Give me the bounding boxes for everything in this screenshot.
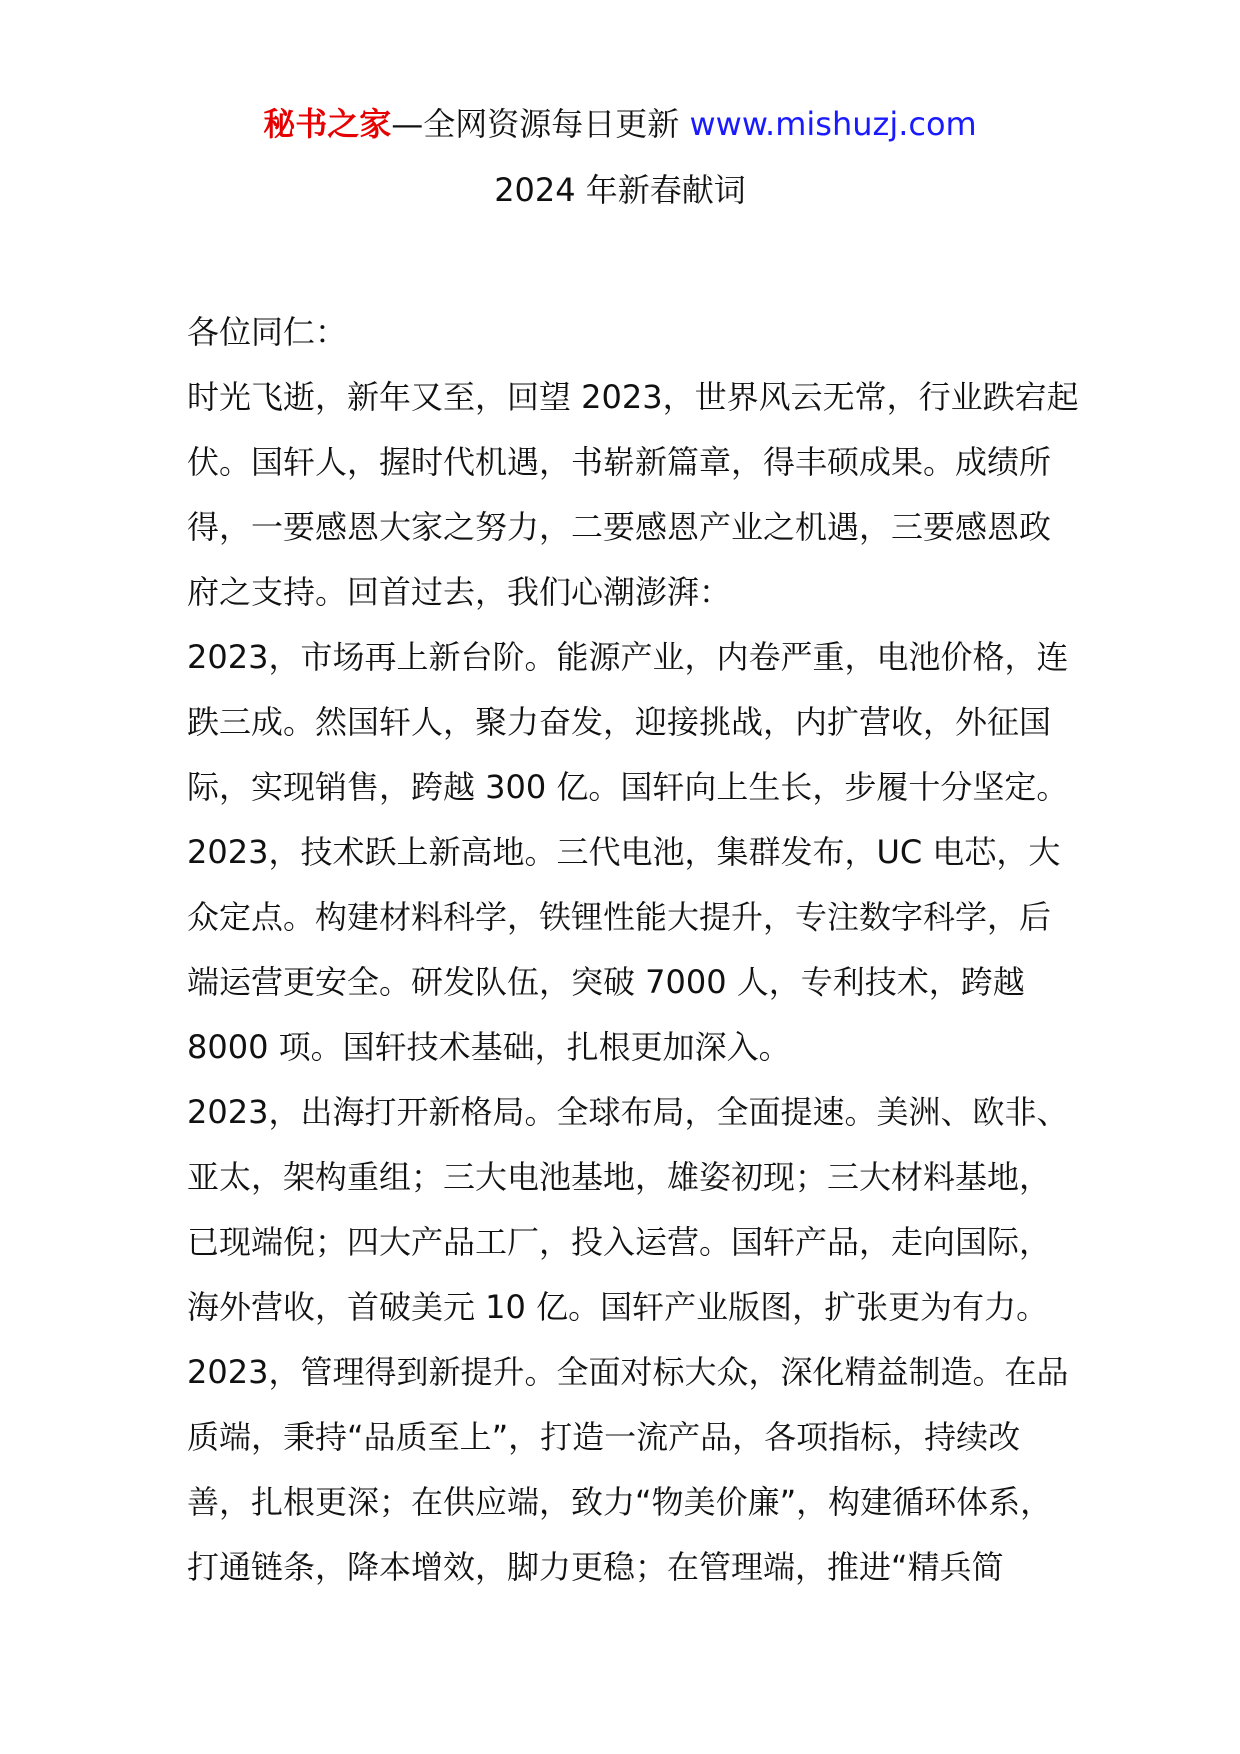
document-title: 2024 年新春献词: [494, 171, 746, 209]
text-line: 打通链条，降本增效，脚力更稳；在管理端，推进“精兵简: [187, 1548, 1004, 1586]
text-line: 时光飞逝，新年又至，回望 2023，世界风云无常，行业跌宕起: [187, 378, 1079, 416]
banner-slogan: —全网资源每日更新: [391, 105, 690, 143]
greeting-line: 各位同仁：: [187, 313, 348, 351]
text-line: 2023，出海打开新格局。全球布局，全面提速。美洲、欧非、: [187, 1093, 1069, 1131]
site-banner: [0, 100, 1240, 148]
text-line: 际，实现销售，跨越 300 亿。国轩向上生长，步履十分坚定。: [187, 768, 1069, 806]
text-line: 海外营收，首破美元 10 亿。国轩产业版图，扩张更为有力。: [187, 1288, 1049, 1326]
text-line: 善，扎根更深；在供应端，致力“物美价廉”，构建循环体系，: [187, 1483, 1053, 1521]
text-line: 2023，技术跃上新高地。三代电池，集群发布，UC 电芯，大: [187, 833, 1061, 871]
text-line: 亚太，架构重组；三大电池基地，雄姿初现；三大材料基地，: [187, 1158, 1052, 1196]
text-line: 端运营更安全。研发队伍，突破 7000 人，专利技术，跨越: [187, 963, 1025, 1001]
text-line: 府之支持。回首过去，我们心潮澎湃：: [187, 573, 732, 611]
text-line: 伏。国轩人，握时代机遇，书崭新篇章，得丰硕成果。成绩所: [187, 443, 1052, 481]
document-body: [187, 300, 1079, 1600]
text-line: 已现端倪；四大产品工厂，投入运营。国轩产品，走向国际，: [187, 1223, 1052, 1261]
text-line: 质端，秉持“品质至上”，打造一流产品，各项指标，持续改: [187, 1418, 1021, 1456]
text-line: 众定点。构建材料科学，铁锂性能大提升，专注数字科学，后: [187, 898, 1052, 936]
text-line: 得，一要感恩大家之努力，二要感恩产业之机遇，三要感恩政: [187, 508, 1052, 546]
site-url-link[interactable]: www.mishuzj.com: [689, 105, 977, 143]
text-line: 8000 项。国轩技术基础，扎根更加深入。: [187, 1028, 791, 1066]
text-line: 2023，管理得到新提升。全面对标大众，深化精益制造。在品: [187, 1353, 1069, 1391]
text-line: 2023，市场再上新台阶。能源产业，内卷严重，电池价格，连: [187, 638, 1069, 676]
text-line: 跌三成。然国轩人，聚力奋发，迎接挑战，内扩营收，外征国: [187, 703, 1052, 741]
brand-name: 秘书之家: [263, 105, 392, 143]
